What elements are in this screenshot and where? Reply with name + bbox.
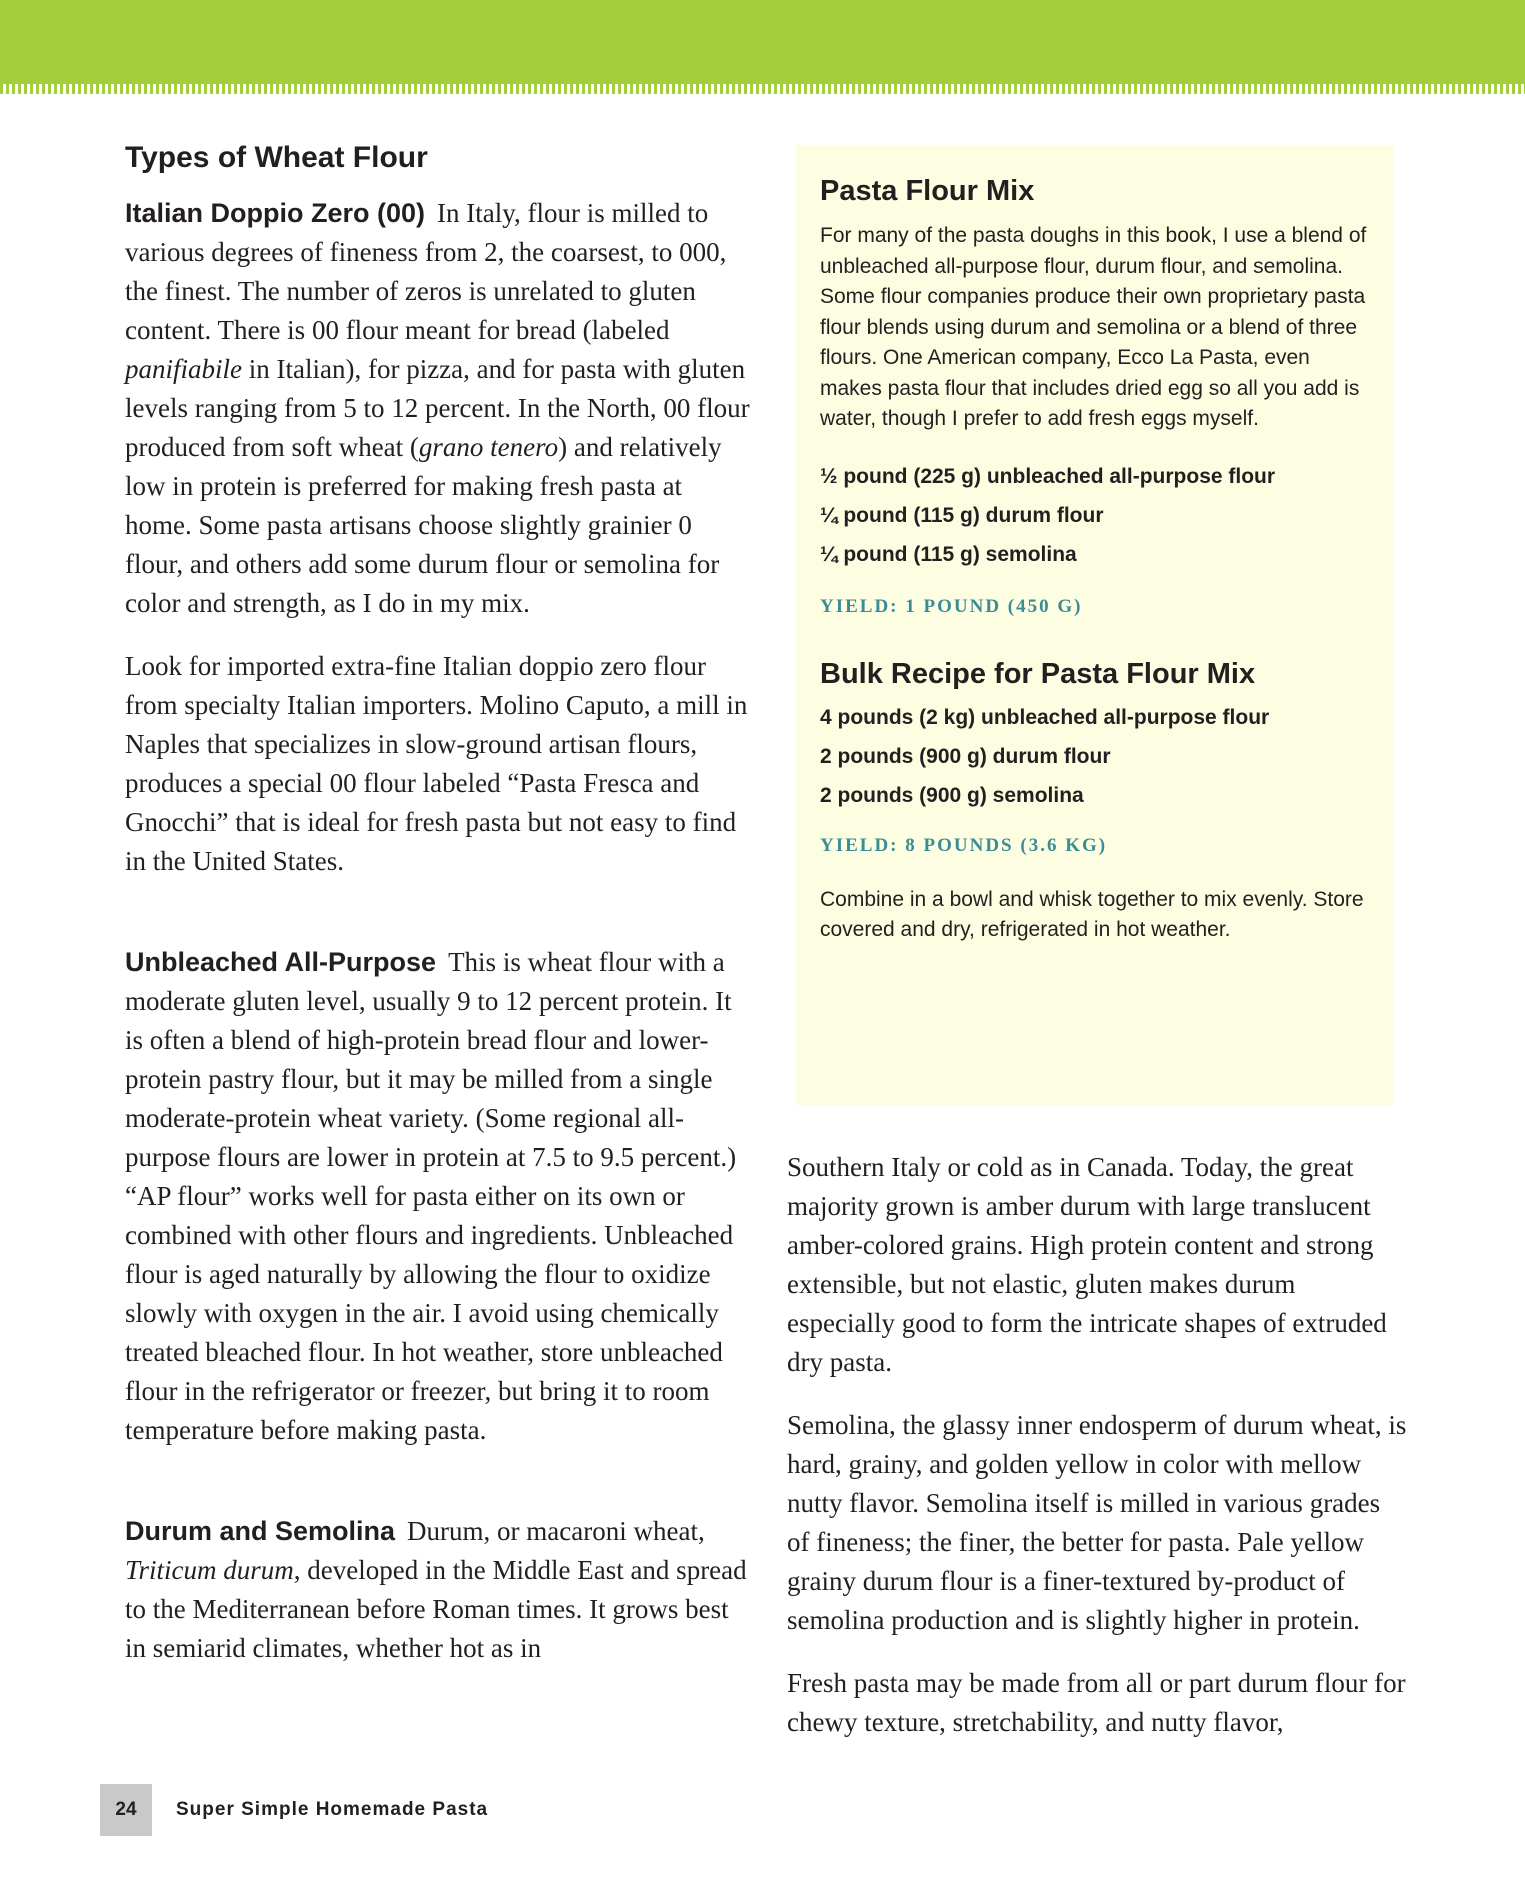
italian-flour-heading: Italian Doppio Zero (00) [125, 198, 426, 228]
italian-flour-italic-1: panifiabile [125, 354, 242, 384]
ingredient-item: ¼ pound (115 g) durum flour [820, 503, 1104, 527]
right-column [787, 1148, 1407, 1742]
unbleached-text: This is wheat flour with a moderate gluten level, usually 9 to 12 percent protein. It is often a blend of high-protein bread flour and lower-protein pastry flour, but it may be milled from a single moderate-protein wheat variety. (Some regional all-purpose flours are lower in protein at 7.5 to 9.5 percent.) “AP flour” works well for pasta either on its own or combined with other flours and ingredients. Unbleached flour is aged naturally by allowing the flour to oxidize slowly with oxygen in the air. I avoid using chemically treated bleached flour. In hot weather, store unbleached flour in the refrigerator or freezer, but bring it to room temperature before making pasta. [125, 947, 737, 1445]
ingredient-item: ½ pound (225 g) unbleached all-purpose flour [820, 464, 1276, 488]
durum-continued-paragraph: Southern Italy or cold as in Canada. Today, the great majority grown is amber durum with large translucent amber-colored grains. High protein content and strong extensible, but not elastic, gluten makes durum especially good to form the intricate shapes of extruded dry pasta. [787, 1152, 1387, 1377]
italian-flour-italic-2: grano tenero [418, 432, 559, 462]
header-band [0, 0, 1525, 84]
italian-flour-paragraph-2: Look for imported extra-fine Italian doppio zero flour from specialty Italian importers. Molino Caputo, a mill in Naples that specializes in slow-ground artisan flours, produces a special 00 flour labeled “Pasta Fresca and Gnocchi” that is ideal for fresh pasta but not easy to find in the United States. [125, 651, 748, 876]
sidebar-instructions: Combine in a bowl and whisk together to mix evenly. Store covered and dry, refrigerated in hot weather. [820, 887, 1364, 941]
italian-flour-paragraph [125, 194, 750, 623]
left-column [125, 138, 750, 1668]
bulk-ingredient-list [820, 698, 1371, 815]
italian-flour-text-b: in Italian), for pizza, and for pasta with gluten levels ranging from 5 to 12 percent. In the North, 00 flour produced from soft wheat ( [125, 354, 750, 462]
header-band-pattern [0, 84, 1525, 94]
ingredient-list [820, 457, 1371, 574]
yield-line: YIELD: 1 POUND (450 G) [820, 595, 1083, 617]
durum-italic: Triticum durum [125, 1555, 294, 1585]
bulk-ingredient-item: 2 pounds (900 g) semolina [820, 783, 1084, 807]
book-title: Super Simple Homemade Pasta [176, 1799, 489, 1820]
bulk-recipe-title: Bulk Recipe for Pasta Flour Mix [820, 657, 1256, 690]
recipe-sidebar [796, 145, 1393, 1105]
fresh-pasta-paragraph: Fresh pasta may be made from all or part durum flour for chewy texture, stretchability, and nutty flavor, [787, 1668, 1406, 1737]
bulk-ingredient-item: 4 pounds (2 kg) unbleached all-purpose flour [820, 705, 1270, 729]
ingredient-item: ¼ pound (115 g) semolina [820, 542, 1077, 566]
sidebar-intro: For many of the pasta doughs in this book, I use a blend of unbleached all-purpose flour, durum flour, and semolina. Some flour companies produce their own proprietary pasta flour blends using durum and semolina or a blend of three flours. One American company, Ecco La Pasta, even makes pasta flour that includes dried egg so all you add is water, though I prefer to add fresh eggs myself. [820, 224, 1367, 430]
semolina-paragraph: Semolina, the glassy inner endosperm of durum wheat, is hard, grainy, and golden yellow in color with mellow nutty flavor. Semolina itself is milled in various grades of fineness; the finer, the better for pasta. Pale yellow grainy durum flour is a finer-textured by-product of semolina production and is slightly higher in protein. [787, 1410, 1407, 1635]
bulk-ingredient-item: 2 pounds (900 g) durum flour [820, 744, 1111, 768]
page-footer [100, 1784, 488, 1836]
bulk-yield-line: YIELD: 8 POUNDS (3.6 KG) [820, 834, 1108, 856]
unbleached-heading: Unbleached All-Purpose [125, 947, 437, 977]
sidebar-title: Pasta Flour Mix [820, 175, 1035, 207]
italian-flour-text-c: ) and relatively low in protein is preferred for making fresh pasta at home. Some pasta artisans choose slightly grainier 0 flour, and others add some durum flour or semolina for color and strength, as I do in my mix. [125, 432, 722, 618]
section-title: Types of Wheat Flour [125, 141, 428, 174]
durum-heading: Durum and Semolina [125, 1516, 396, 1546]
unbleached-paragraph [125, 943, 750, 1450]
durum-text-a: Durum, or macaroni wheat, [407, 1516, 705, 1546]
italian-flour-text-a: In Italy, flour is milled to various degrees of fineness from 2, the coarsest, to 000, the finest. The number of zeros is unrelated to gluten content. There is 00 flour meant for bread (labeled [125, 198, 727, 345]
durum-text-b: , developed in the Middle East and spread to the Mediterranean before Roman times. It grows best in semiarid climates, whether hot as in [125, 1555, 747, 1663]
page-number: 24 [100, 1784, 152, 1836]
durum-paragraph [125, 1512, 750, 1668]
